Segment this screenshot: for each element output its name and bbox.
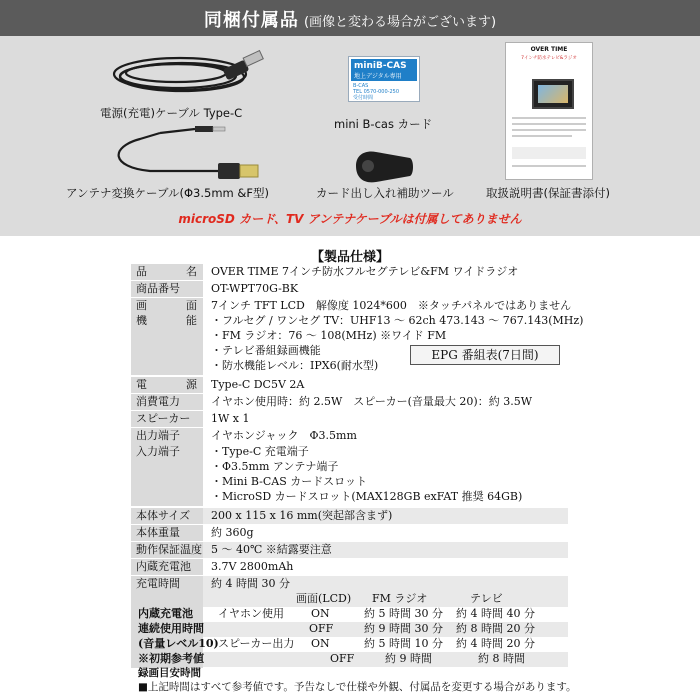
spec-value: OT-WPT70G-BK <box>211 282 299 295</box>
spec-row <box>131 281 568 297</box>
bcas-card-info: B-CAS TEL 0570-000-250 受付時間 <box>353 83 400 101</box>
spec-value: 約 4 時間 30 分 <box>211 577 290 590</box>
battery-header-fm: FM ラジオ <box>372 592 428 605</box>
spec-label: 動作保証温度 <box>131 542 203 558</box>
battery-tv: 約 4 時間 40 分 <box>456 607 535 620</box>
spec-row <box>131 474 568 490</box>
spec-value: 約 360g <box>211 526 254 539</box>
battery-fm: 約 9 時間 <box>385 652 432 665</box>
manual-title: 7インチ防水テレビ&ラジオ <box>521 56 577 61</box>
spec-value: Type-C DC5V 2A <box>211 378 305 391</box>
accessory-label-manual: 取扱説明書(保証書添付) <box>486 186 610 200</box>
spec-value: ・MicroSD カードスロット(MAX128GB exFAT 推奨 64GB) <box>211 490 523 503</box>
spec-label: スピーカー <box>131 411 203 427</box>
accessories-subtitle: (画像と変わる場合がございます) <box>303 15 497 30</box>
spec-value: 5 〜 40℃ ※結露要注意 <box>211 543 332 556</box>
spec-value: 7インチ TFT LCD 解像度 1024*600 ※タッチパネルではありません <box>211 299 572 312</box>
battery-fm: 約 5 時間 10 分 <box>364 637 443 650</box>
battery-mode: イヤホン使用 <box>218 607 284 620</box>
spec-label: 本体サイズ <box>131 508 203 524</box>
spec-value: ・FM ラジオ：76 〜 108(MHz) ※ワイド FM <box>211 329 447 342</box>
not-included-note: microSD カード、TV アンテナケーブルは付属してありません <box>178 212 522 226</box>
spec-value: 1W x 1 <box>211 412 250 425</box>
spec-row <box>131 377 568 393</box>
battery-label: 連続使用時間 <box>138 622 204 635</box>
spec-value: イヤホン使用時：約 2.5W スピーカー(音量最大 20)：約 3.5W <box>211 395 533 408</box>
battery-fm: 約 5 時間 30 分 <box>364 607 443 620</box>
spec-label: 本体重量 <box>131 525 203 541</box>
spec-value: 200 x 115 x 16 mm(突起部含まず) <box>211 509 393 522</box>
spec-label: 入力端子 <box>131 444 203 506</box>
spec-label: 充電時間 <box>131 576 203 592</box>
battery-label: 内蔵充電池 <box>138 607 193 620</box>
battery-lcd: OFF <box>309 622 334 635</box>
spec-value: イヤホンジャック Φ3.5mm <box>211 429 357 442</box>
spec-label: 消費電力 <box>131 394 203 410</box>
spec-row <box>131 394 568 410</box>
spec-value: OVER TIME 7インチ防水フルセグテレビ&FM ワイドラジオ <box>211 265 519 278</box>
spec-row <box>131 489 568 505</box>
antenna-cable-image <box>100 125 265 181</box>
spec-label: 電 源 <box>131 377 203 393</box>
accessory-label-tool: カード出し入れ補助ツール <box>316 186 454 200</box>
spec-row <box>131 559 568 575</box>
battery-tv: 約 8 時間 <box>478 652 525 665</box>
spec-row <box>131 428 568 444</box>
battery-tv: 約 4 時間 20 分 <box>456 637 535 650</box>
battery-fm: 約 9 時間 30 分 <box>364 622 443 635</box>
battery-lcd: ON <box>311 607 330 620</box>
battery-header-tv: テレビ <box>470 592 503 605</box>
battery-lcd: OFF <box>330 652 355 665</box>
battery-mode: スピーカー出力 <box>218 637 295 650</box>
spec-label: 機 能 <box>131 313 203 375</box>
usb-cable-image <box>100 42 270 104</box>
manual-brand: OVER TIME <box>530 46 568 53</box>
spec-label: 出力端子 <box>131 428 203 444</box>
accessory-label-cable: 電源(充電)ケーブル Type-C <box>100 106 243 120</box>
accessories-panel <box>0 0 700 236</box>
accessories-header <box>0 0 700 36</box>
spec-row <box>131 508 568 524</box>
spec-title: 【製品仕様】 <box>310 250 389 265</box>
bcas-card-title: miniB-CAS <box>351 59 417 73</box>
accessory-label-antenna: アンテナ変換ケーブル(Φ3.5mm &F型) <box>66 186 269 200</box>
spec-row <box>131 411 568 427</box>
spec-value: ・テレビ番組録画機能 <box>211 344 321 357</box>
battery-lcd: ON <box>311 637 330 650</box>
bcas-card-image <box>348 56 420 102</box>
spec-row <box>131 298 572 314</box>
spec-value: 3.7V 2800mAh <box>211 560 294 573</box>
battery-header-lcd: 画面(LCD) <box>296 592 352 605</box>
spec-value: ・Mini B-CAS カードスロット <box>211 475 367 488</box>
spec-row <box>131 459 568 475</box>
spec-label: 画 面 <box>131 298 203 314</box>
manual-image <box>505 42 593 180</box>
spec-row <box>131 542 568 558</box>
record-line: 録画目安時間 <box>138 667 201 679</box>
battery-label: ※初期参考値 <box>138 652 204 665</box>
spec-row <box>131 264 568 280</box>
spec-label: 商品番号 <box>131 281 203 297</box>
card-tool-image <box>350 148 416 184</box>
spec-value: ・防水機能レベル：IPX6(耐水型) <box>211 359 379 372</box>
battery-tv: 約 8 時間 20 分 <box>456 622 535 635</box>
spec-label: 品 名 <box>131 264 203 280</box>
spec-value: ・Type-C 充電端子 <box>211 445 309 458</box>
spec-value: ・Φ3.5mm アンテナ端子 <box>211 460 339 473</box>
bcas-card-sub: 地上デジタル専用 <box>351 73 417 81</box>
spec-value: ・フルセグ / ワンセグ TV：UHF13 〜 62ch 473.143 〜 767.143(MHz) <box>211 314 584 327</box>
spec-row <box>131 525 568 541</box>
spec-row <box>131 576 568 592</box>
footer-note: ■上記時間はすべて参考値です。予告なしで仕様や外観、付属品を変更する場合があります。 <box>138 681 577 693</box>
accessory-label-bcas: mini B-cas カード <box>334 117 433 131</box>
spec-row <box>131 328 568 344</box>
epg-badge: EPG 番組表(7日間) <box>410 345 560 365</box>
spec-label: 内蔵充電池 <box>131 559 203 575</box>
battery-label: (音量レベル10) <box>138 637 219 650</box>
accessories-title: 同梱付属品 <box>203 10 299 31</box>
